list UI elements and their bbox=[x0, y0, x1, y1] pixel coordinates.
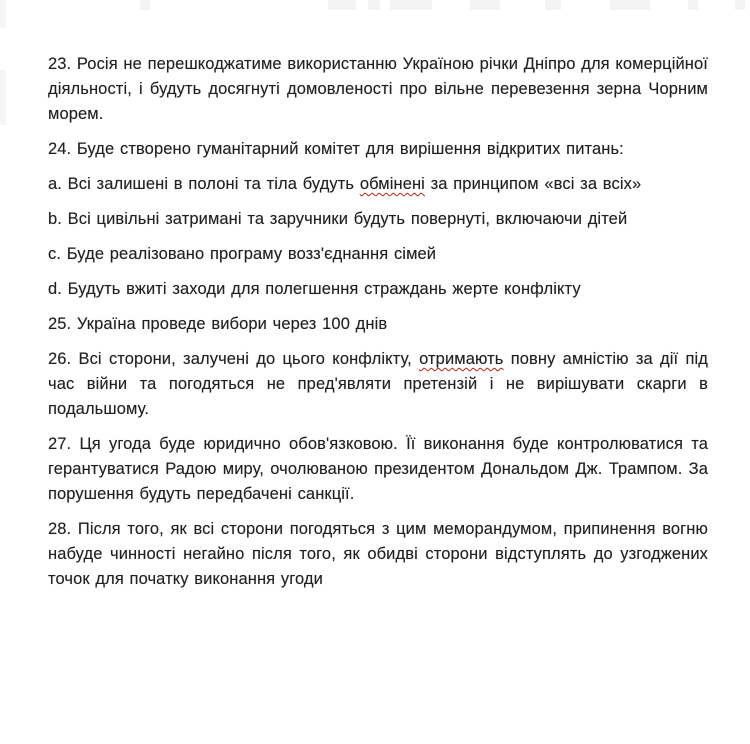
list-item-24c bbox=[48, 242, 708, 267]
document-text-block bbox=[48, 52, 708, 592]
paragraph-27 bbox=[48, 432, 708, 507]
paragraph-28 bbox=[48, 517, 708, 592]
toolbar-artifact bbox=[688, 0, 698, 10]
paragraph-26 bbox=[48, 347, 708, 422]
toolbar-artifact bbox=[368, 0, 380, 10]
toolbar-artifact bbox=[390, 0, 432, 10]
toolbar-artifact bbox=[545, 0, 561, 10]
paragraph-text: повну амністію за дії під час війни та погодяться не пред'являти претензій і не вирішувати скарги в подальшому. bbox=[48, 350, 708, 418]
toolbar-artifact bbox=[735, 0, 745, 10]
list-item-24b bbox=[48, 207, 708, 232]
paragraph-text: c. Буде реалізовано програму возз'єднання сімей bbox=[48, 245, 437, 263]
paragraph-25 bbox=[48, 312, 708, 337]
paragraph-text: b. Всі цивільні затримані та заручники будуть повернуті, включаючи дітей bbox=[48, 210, 628, 228]
spellcheck-marked-word: отримають bbox=[419, 350, 504, 368]
list-item-24d bbox=[48, 277, 708, 302]
paragraph-text: 23. Росія не перешкоджатиме використанню Україною річки Дніпро для комерційної діяльності, і будуть досягнуті домовленості про вільне перевезення зерна Чорним морем. bbox=[48, 55, 708, 123]
paragraph-24 bbox=[48, 137, 708, 162]
paragraph-text: a. Всі залишені в полоні та тіла будуть bbox=[48, 175, 360, 193]
paragraph-text: 24. Буде створено гуманітарний комітет для вирішення відкритих питань: bbox=[48, 140, 624, 158]
paragraph-text: 25. Україна проведе вибори через 100 днів bbox=[48, 315, 388, 333]
paragraph-text: 26. Всі сторони, залучені до цього конфлікту, bbox=[48, 350, 420, 368]
page-edge-artifact bbox=[0, 0, 6, 28]
list-item-24a bbox=[48, 172, 708, 197]
cropped-toolbar-remnant bbox=[0, 0, 750, 14]
toolbar-artifact bbox=[610, 0, 650, 10]
paragraph-23 bbox=[48, 52, 708, 127]
toolbar-artifact bbox=[470, 0, 500, 10]
paragraph-text: d. Будуть вжиті заходи для полегшення страждань жерте конфлікту bbox=[48, 280, 581, 298]
spellcheck-marked-word: обмінені bbox=[359, 175, 425, 193]
page-edge-artifact bbox=[0, 70, 6, 125]
toolbar-artifact bbox=[140, 0, 150, 10]
toolbar-artifact bbox=[328, 0, 356, 10]
paragraph-text: за принципом «всі за всіх» bbox=[424, 175, 642, 193]
paragraph-text: 27. Ця угода буде юридично обов'язковою. Її виконання буде контролюватися та герантуватися Радою миру, очолюваною президентом Дональдом Дж. Трампом. За порушення будуть передбачені санкції. bbox=[48, 435, 708, 503]
paragraph-text: 28. Після того, як всі сторони погодяться з цим меморандумом, припинення вогню набуде чинності негайно після того, як обидві сторони відступлять до узгоджених точок для початку виконання угоди bbox=[48, 520, 708, 588]
